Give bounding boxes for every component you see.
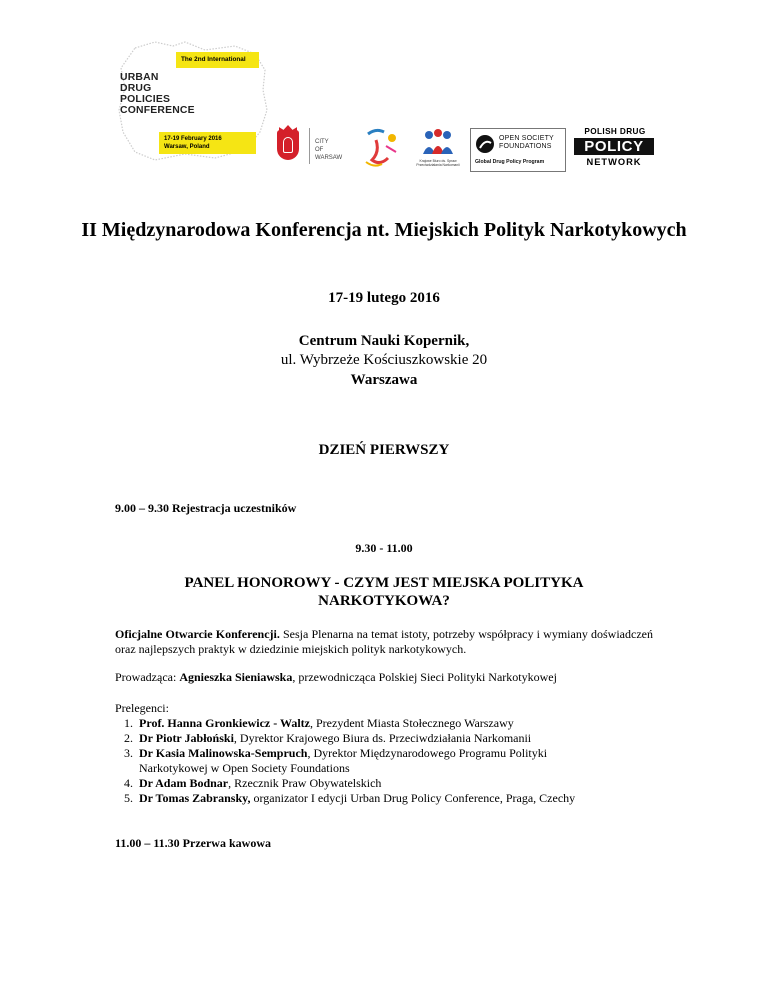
moderator-name: Agnieszka Sieniawska [179,670,293,684]
speakers-list [115,716,675,806]
conference-date-box: 17-19 February 2016 Warsaw, Poland [159,132,256,154]
day-heading: DZIEŃ PIERWSZY [318,442,450,458]
people-group-icon [420,128,456,158]
pdpn-line-1: POLISH DRUG [584,127,646,136]
panel-title: PANEL HONOROWY - CZYM JEST MIEJSKA POLITYKA NARKOTYKOWA? [184,575,584,609]
city-of-warsaw-logo [275,126,345,168]
opening-text: Sesja Plenarna na temat istoty, potrzeby współpracy i wymiany doświadczeń oraz najlepszych praktyk w dziedzinie miejskich polityk narkotykowych. [115,627,653,656]
list-item: 5. Dr Tomas Zabransky, organizator I edycji Urban Drug Policy Conference, Praga, Czechy [124,791,576,805]
mermaid-icon [283,137,293,153]
speakers-label: Prelegenci: [115,701,169,715]
venue-address: ul. Wybrzeże Kościuszkowskie 20 [280,352,488,368]
pdpn-line-2: POLICY [574,138,654,155]
pdpn-line-3: NETWORK [586,157,642,167]
logo-divider [309,128,310,164]
list-item: 2. Dr Piotr Jabłoński, Dyrektor Krajowego Biura ds. Przeciwdziałania Narkomanii [124,731,532,745]
edition-tag: The 2nd International [176,52,259,68]
open-society-foundations-logo [470,128,566,172]
coffee-break-item: 11.00 – 11.30 Przerwa kawowa [115,836,271,850]
venue-city: Warszawa [350,372,418,388]
opening-bold: Oficjalne Otwarcie Konferencji. [115,627,280,641]
document-title: II Międzynarodowa Konferencja nt. Miejskich Polityk Narkotykowych [81,219,687,241]
session-time: 9.30 - 11.00 [355,541,413,555]
registration-item: 9.00 – 9.30 Rejestracja uczestników [115,501,297,515]
moderator-role: , przewodnicząca Polskiej Sieci Polityki Narkotykowej [292,670,557,684]
open-society-mark-icon [476,135,494,153]
kbpn-logo [412,128,464,172]
venue-name: Centrum Nauki Kopernik, [298,333,470,349]
opening-paragraph [115,627,653,657]
list-item: 1. Prof. Hanna Gronkiewicz - Waltz, Prezydent Miasta Stołecznego Warszawy [124,716,514,730]
osf-name: OPEN SOCIETY FOUNDATIONS [499,135,554,150]
list-item: 3. Dr Kasia Malinowska-Sempruch, Dyrektor Międzynarodowego Programu Polityki Narkotykowej w Open Society Foundations [124,746,548,775]
moderator-line [115,670,557,685]
osf-program: Global Drug Policy Program [475,159,545,165]
kbpn-caption: Krajowe Biuro ds. Spraw Przeciwdziałania Narkomanii [416,159,460,167]
polish-drug-policy-network-logo [574,126,656,170]
conference-name: URBAN DRUG POLICIES CONFERENCE [120,72,195,116]
colorful-figure-logo-icon [362,126,404,170]
city-of-warsaw-label: CITY OF WARSAW [315,139,343,161]
urban-drug-policies-conference-logo [115,40,275,162]
conference-dates: 17-19 lutego 2016 [328,290,440,306]
list-item: 4. Dr Adam Bodnar, Rzecznik Praw Obywatelskich [124,776,382,790]
moderator-label: Prowadząca: [115,670,180,684]
